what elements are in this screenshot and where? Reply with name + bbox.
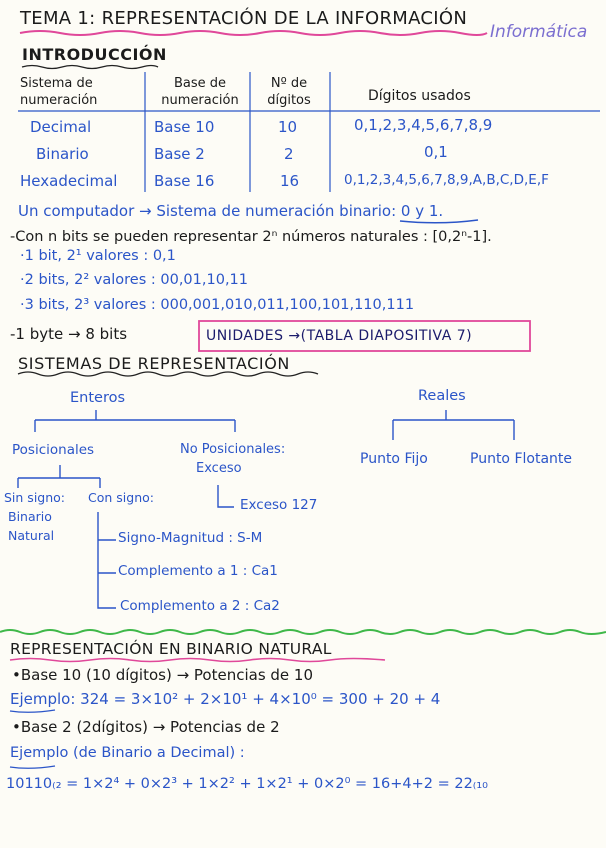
ca1-item: Complemento a 1 : Ca1: [118, 563, 278, 579]
table-cell: 0,1,2,3,4,5,6,7,8,9: [354, 116, 493, 134]
punto-flotante-label: Punto Flotante: [470, 451, 572, 467]
table-header-used: Dígitos usados: [368, 88, 471, 104]
table-cell: Binario: [36, 145, 89, 163]
table-cell: 10: [278, 118, 298, 136]
table-cell: 16: [280, 172, 300, 190]
table-cell: 2: [284, 145, 294, 163]
byte-line: -1 byte → 8 bits: [10, 325, 128, 343]
table-cell: Hexadecimal: [20, 172, 118, 190]
table-cell: 0,1: [424, 143, 448, 161]
natural-label: Natural: [8, 528, 55, 543]
reales-label: Reales: [418, 388, 466, 404]
punto-fijo-label: Punto Fijo: [360, 451, 428, 467]
table-header-digits: Nº de dígitos: [267, 76, 311, 108]
bits-item: ·3 bits, 2³ valores : 000,001,010,011,100,101,110,111: [20, 297, 415, 313]
bits-item: ·1 bit, 2¹ valores : 0,1: [20, 248, 176, 264]
table-cell: Decimal: [30, 118, 92, 136]
table-cell: Base 10: [154, 118, 215, 136]
table-header-system: Sistema de numeración: [20, 76, 98, 108]
exceso-label: Exceso: [196, 461, 242, 476]
table-cell: Base 2: [154, 145, 205, 163]
base2-line: •Base 2 (2dígitos) → Potencias de 2: [12, 718, 280, 736]
table-cell: 0,1,2,3,4,5,6,7,8,9,A,B,C,D,E,F: [344, 172, 549, 188]
sin-signo-label: Sin signo:: [4, 490, 66, 505]
no-posicionales-label: No Posicionales:: [180, 442, 286, 457]
title-underline: [20, 31, 487, 35]
enteros-label: Enteros: [70, 390, 126, 406]
table-header-base: Base de numeración: [161, 76, 239, 108]
page-title: TEMA 1: REPRESENTACIÓN DE LA INFORMACIÓN: [20, 8, 468, 29]
example-label: Ejemplo: [10, 690, 71, 708]
n-bits-line: -Con n bits se pueden representar 2ⁿ números naturales : [0,2ⁿ-1].: [10, 229, 492, 245]
table-cell: Base 16: [154, 172, 215, 190]
binary-heading: REPRESENTACIÓN EN BINARIO NATURAL: [10, 640, 332, 658]
intro-heading: INTRODUCCIÓN: [22, 45, 167, 64]
ca2-item: Complemento a 2 : Ca2: [120, 598, 280, 614]
subject-label: Informática: [490, 22, 588, 42]
example2-title: Ejemplo (de Binario a Decimal) :: [10, 745, 245, 761]
example1-line: Ejemplo: 324 = 3×10² + 2×10¹ + 4×10⁰ = 300 + 20 + 4: [10, 690, 441, 708]
intro-underline: [22, 66, 158, 69]
bits-item: ·2 bits, 2² valores : 00,01,10,11: [20, 272, 248, 288]
posicionales-label: Posicionales: [12, 442, 95, 458]
con-signo-label: Con signo:: [88, 490, 154, 505]
signo-magnitud-item: Signo-Magnitud : S-M: [118, 530, 263, 546]
example2-equation: 10110₍₂ = 1×2⁴ + 0×2³ + 1×2² + 1×2¹ + 0×2⁰ = 16+4+2 = 22₍₁₀: [6, 776, 488, 792]
systems-heading: SISTEMAS DE REPRESENTACIÓN: [18, 354, 291, 373]
binario-label: Binario: [8, 509, 52, 524]
exceso127-label: Exceso 127: [240, 497, 318, 513]
base10-line: •Base 10 (10 dígitos) → Potencias de 10: [12, 666, 314, 684]
units-box-label: UNIDADES →(TABLA DIAPOSITIVA 7): [206, 328, 473, 344]
computer-line: Un computador → Sistema de numeración binario: 0 y 1.: [18, 202, 444, 220]
